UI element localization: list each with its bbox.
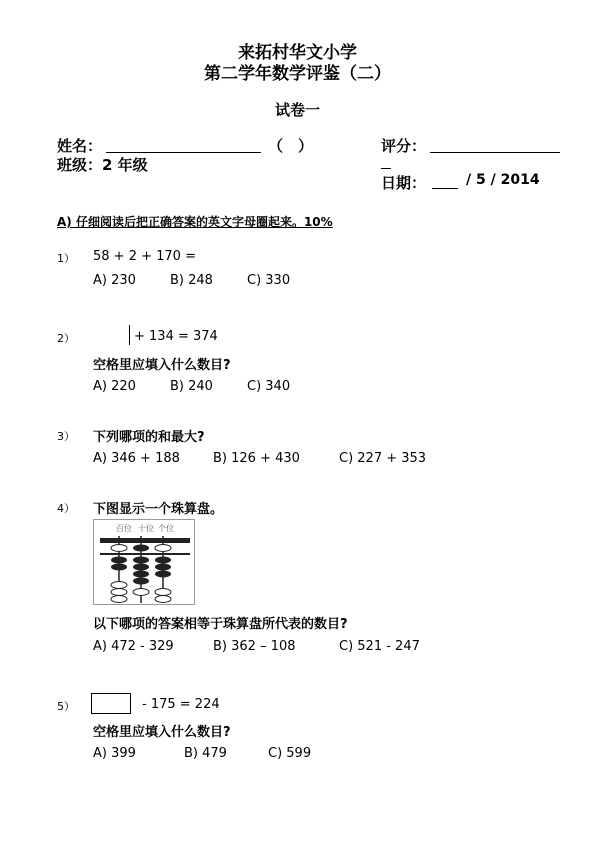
question-5-stem: - 175 = 224	[142, 697, 220, 712]
class-number-paren: （ ）	[268, 137, 314, 155]
date-day-field[interactable]	[432, 188, 458, 189]
question-1-option-a[interactable]: A) 230	[93, 273, 136, 288]
question-4-option-c[interactable]: C) 521 - 247	[339, 639, 420, 654]
question-4-number: 4）	[57, 502, 75, 515]
score-label: 评分：	[381, 137, 427, 155]
question-2-option-c[interactable]: C) 340	[247, 379, 291, 394]
question-5-option-c[interactable]: C) 599	[268, 746, 312, 761]
question-3-option-b[interactable]: B) 126 + 430	[213, 451, 300, 466]
question-5-number: 5）	[57, 700, 75, 713]
date-mark	[381, 168, 391, 169]
abacus-label-hundreds: 百位	[116, 524, 132, 533]
question-1-number: 1）	[57, 252, 75, 265]
question-4-prompt: 以下哪项的答案相等于珠算盘所代表的数目?	[93, 617, 348, 632]
question-5-blank-box[interactable]	[91, 693, 131, 714]
question-5-prompt: 空格里应填入什么数目?	[93, 725, 231, 740]
question-1-stem: 58 + 2 + 170 =	[93, 249, 196, 264]
question-3-option-c[interactable]: C) 227 + 353	[339, 451, 427, 466]
question-2-prompt: 空格里应填入什么数目?	[93, 358, 231, 373]
question-3-stem: 下列哪项的和最大?	[93, 430, 205, 445]
class-label: 班级：2 年级	[57, 156, 148, 174]
question-4-option-a[interactable]: A) 472 - 329	[93, 639, 174, 654]
exam-title: 第二学年数学评鉴（二）	[204, 64, 391, 84]
paper-title: 试卷一	[274, 101, 320, 119]
name-label: 姓名：	[57, 137, 103, 155]
school-name: 来拓村华文小学	[238, 43, 357, 63]
date-label: 日期：	[381, 174, 427, 192]
question-2-stem: + 134 = 374	[134, 329, 218, 344]
section-a-title: A) 仔细阅读后把正确答案的英文字母圈起来。10%	[57, 215, 333, 229]
question-1-option-c[interactable]: C) 330	[247, 273, 291, 288]
abacus-drawing	[94, 520, 194, 604]
question-1-option-b[interactable]: B) 248	[170, 273, 213, 288]
question-5-option-a[interactable]: A) 399	[93, 746, 136, 761]
question-2-number: 2）	[57, 332, 75, 345]
date-text: / 5 / 2014	[466, 172, 540, 188]
question-5-option-b[interactable]: B) 479	[184, 746, 227, 761]
question-3-number: 3）	[57, 430, 75, 443]
question-2-option-b[interactable]: B) 240	[170, 379, 213, 394]
question-3-option-a[interactable]: A) 346 + 188	[93, 451, 180, 466]
abacus-label-ones: 个位	[158, 524, 174, 533]
question-4-option-b[interactable]: B) 362 – 108	[213, 639, 296, 654]
question-4-stem: 下图显示一个珠算盘。	[93, 502, 224, 517]
score-field[interactable]	[430, 152, 560, 153]
question-2-option-a[interactable]: A) 220	[93, 379, 136, 394]
abacus-label-tens: 十位	[138, 524, 154, 533]
abacus-image	[93, 519, 195, 605]
name-field[interactable]	[106, 152, 261, 153]
question-2-blank-box[interactable]	[129, 325, 130, 345]
